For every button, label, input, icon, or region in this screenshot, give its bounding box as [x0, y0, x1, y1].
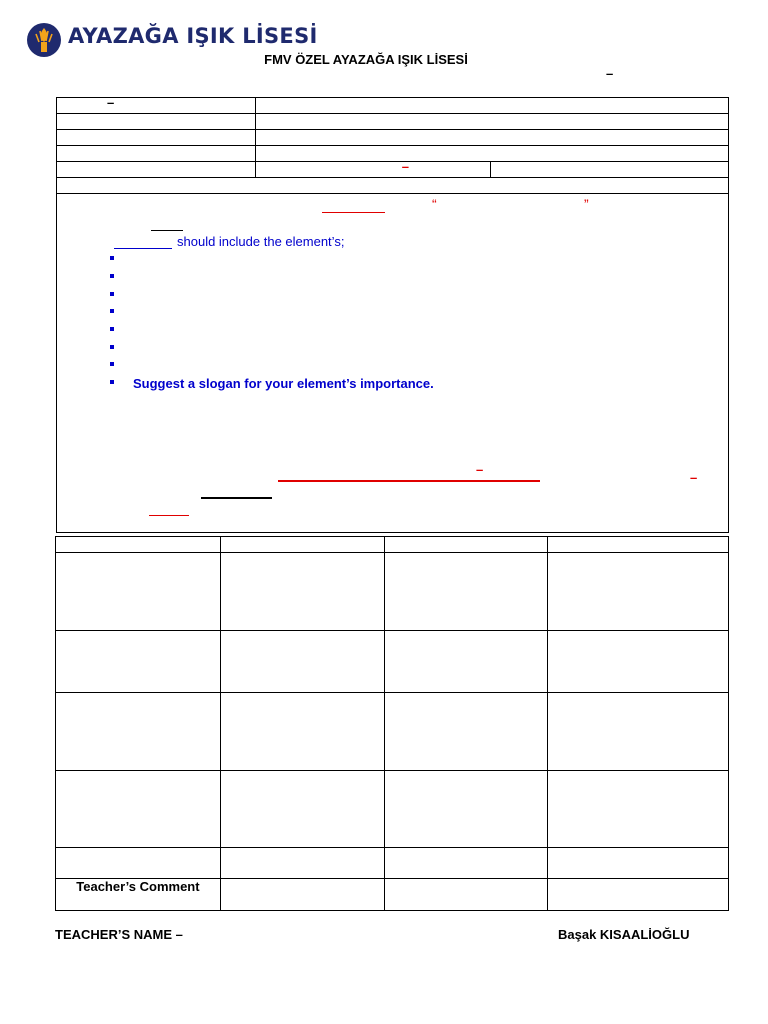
rubric-cell [56, 771, 221, 848]
rubric-row [56, 631, 729, 693]
rubric-cell [220, 848, 384, 879]
red-underline [322, 212, 385, 213]
info-label-cell [57, 146, 256, 162]
rubric-header-cell [548, 537, 729, 553]
rubric-row [56, 848, 729, 879]
rubric-cell [384, 693, 548, 771]
rubric-cell [220, 553, 384, 631]
open-quote: “ [432, 196, 437, 212]
close-quote: ” [584, 196, 589, 212]
rubric-cell [548, 631, 729, 693]
info-value-cell[interactable] [255, 114, 728, 130]
rubric-cell [548, 771, 729, 848]
rubric-row [56, 693, 729, 771]
rubric-header-cell [56, 537, 221, 553]
red-dash: – [401, 159, 409, 174]
rubric-header-cell [384, 537, 548, 553]
blue-underline [114, 248, 172, 249]
rubric-cell [220, 631, 384, 693]
info-table [56, 97, 729, 533]
bullet-marker [110, 362, 114, 366]
slogan-bullet-text: Suggest a slogan for your element’s importance. [133, 376, 434, 391]
bullet-marker [110, 309, 114, 313]
red-dash-1: – [476, 462, 484, 477]
rubric-header-cell [220, 537, 384, 553]
teacher-comment-cell[interactable] [548, 879, 729, 911]
black-underline [151, 230, 183, 231]
bullet-marker [110, 380, 114, 384]
rubric-cell [384, 848, 548, 879]
row1-dash: – [107, 95, 115, 110]
info-value-cell[interactable] [255, 146, 728, 162]
info-full-row [57, 178, 729, 194]
bullet-marker [110, 256, 114, 260]
black-answer-line [201, 497, 272, 499]
logo-text: AYAZAĞA IŞIK LİSESİ [68, 24, 318, 48]
info-label-cell [57, 162, 256, 178]
rubric-cell [384, 553, 548, 631]
rubric-cell [56, 693, 221, 771]
info-value-cell[interactable] [255, 159, 491, 178]
info-value-cell[interactable] [255, 130, 728, 146]
teacher-comment-row [56, 879, 729, 911]
teacher-comment-cell[interactable] [220, 879, 384, 911]
rubric-table [55, 536, 729, 911]
info-label-cell [57, 130, 256, 146]
teacher-comment-label-cell [56, 879, 221, 911]
bullet-marker [110, 345, 114, 349]
red-answer-line [278, 480, 540, 482]
rubric-cell [384, 771, 548, 848]
rubric-cell [220, 693, 384, 771]
teacher-name: Başak KISAALİOĞLU [558, 927, 690, 942]
info-label-cell [57, 114, 256, 130]
rubric-cell [548, 848, 729, 879]
rubric-cell [384, 631, 548, 693]
red-short-line [149, 515, 189, 516]
rubric-cell [220, 771, 384, 848]
bullet-marker [110, 274, 114, 278]
rubric-row [56, 771, 729, 848]
rubric-cell [56, 848, 221, 879]
info-value-cell[interactable] [491, 162, 729, 178]
red-dash-2: – [690, 470, 698, 485]
info-label-cell [57, 95, 256, 114]
bullet-marker [110, 292, 114, 296]
rubric-cell [548, 553, 729, 631]
teacher-name-label: TEACHER’S NAME – [55, 927, 183, 942]
rubric-cell [56, 553, 221, 631]
rubric-row [56, 553, 729, 631]
rubric-cell [56, 631, 221, 693]
bullet-marker [110, 327, 114, 331]
intro-text: should include the element’s; [177, 234, 345, 249]
teacher-comment-cell[interactable] [384, 879, 548, 911]
title-dash: – [606, 66, 614, 81]
school-title: FMV ÖZEL AYAZAĞA IŞIK LİSESİ [264, 52, 468, 67]
teacher-comment-label: Teacher’s Comment [76, 879, 200, 894]
rubric-cell [548, 693, 729, 771]
info-value-cell[interactable] [255, 98, 728, 114]
